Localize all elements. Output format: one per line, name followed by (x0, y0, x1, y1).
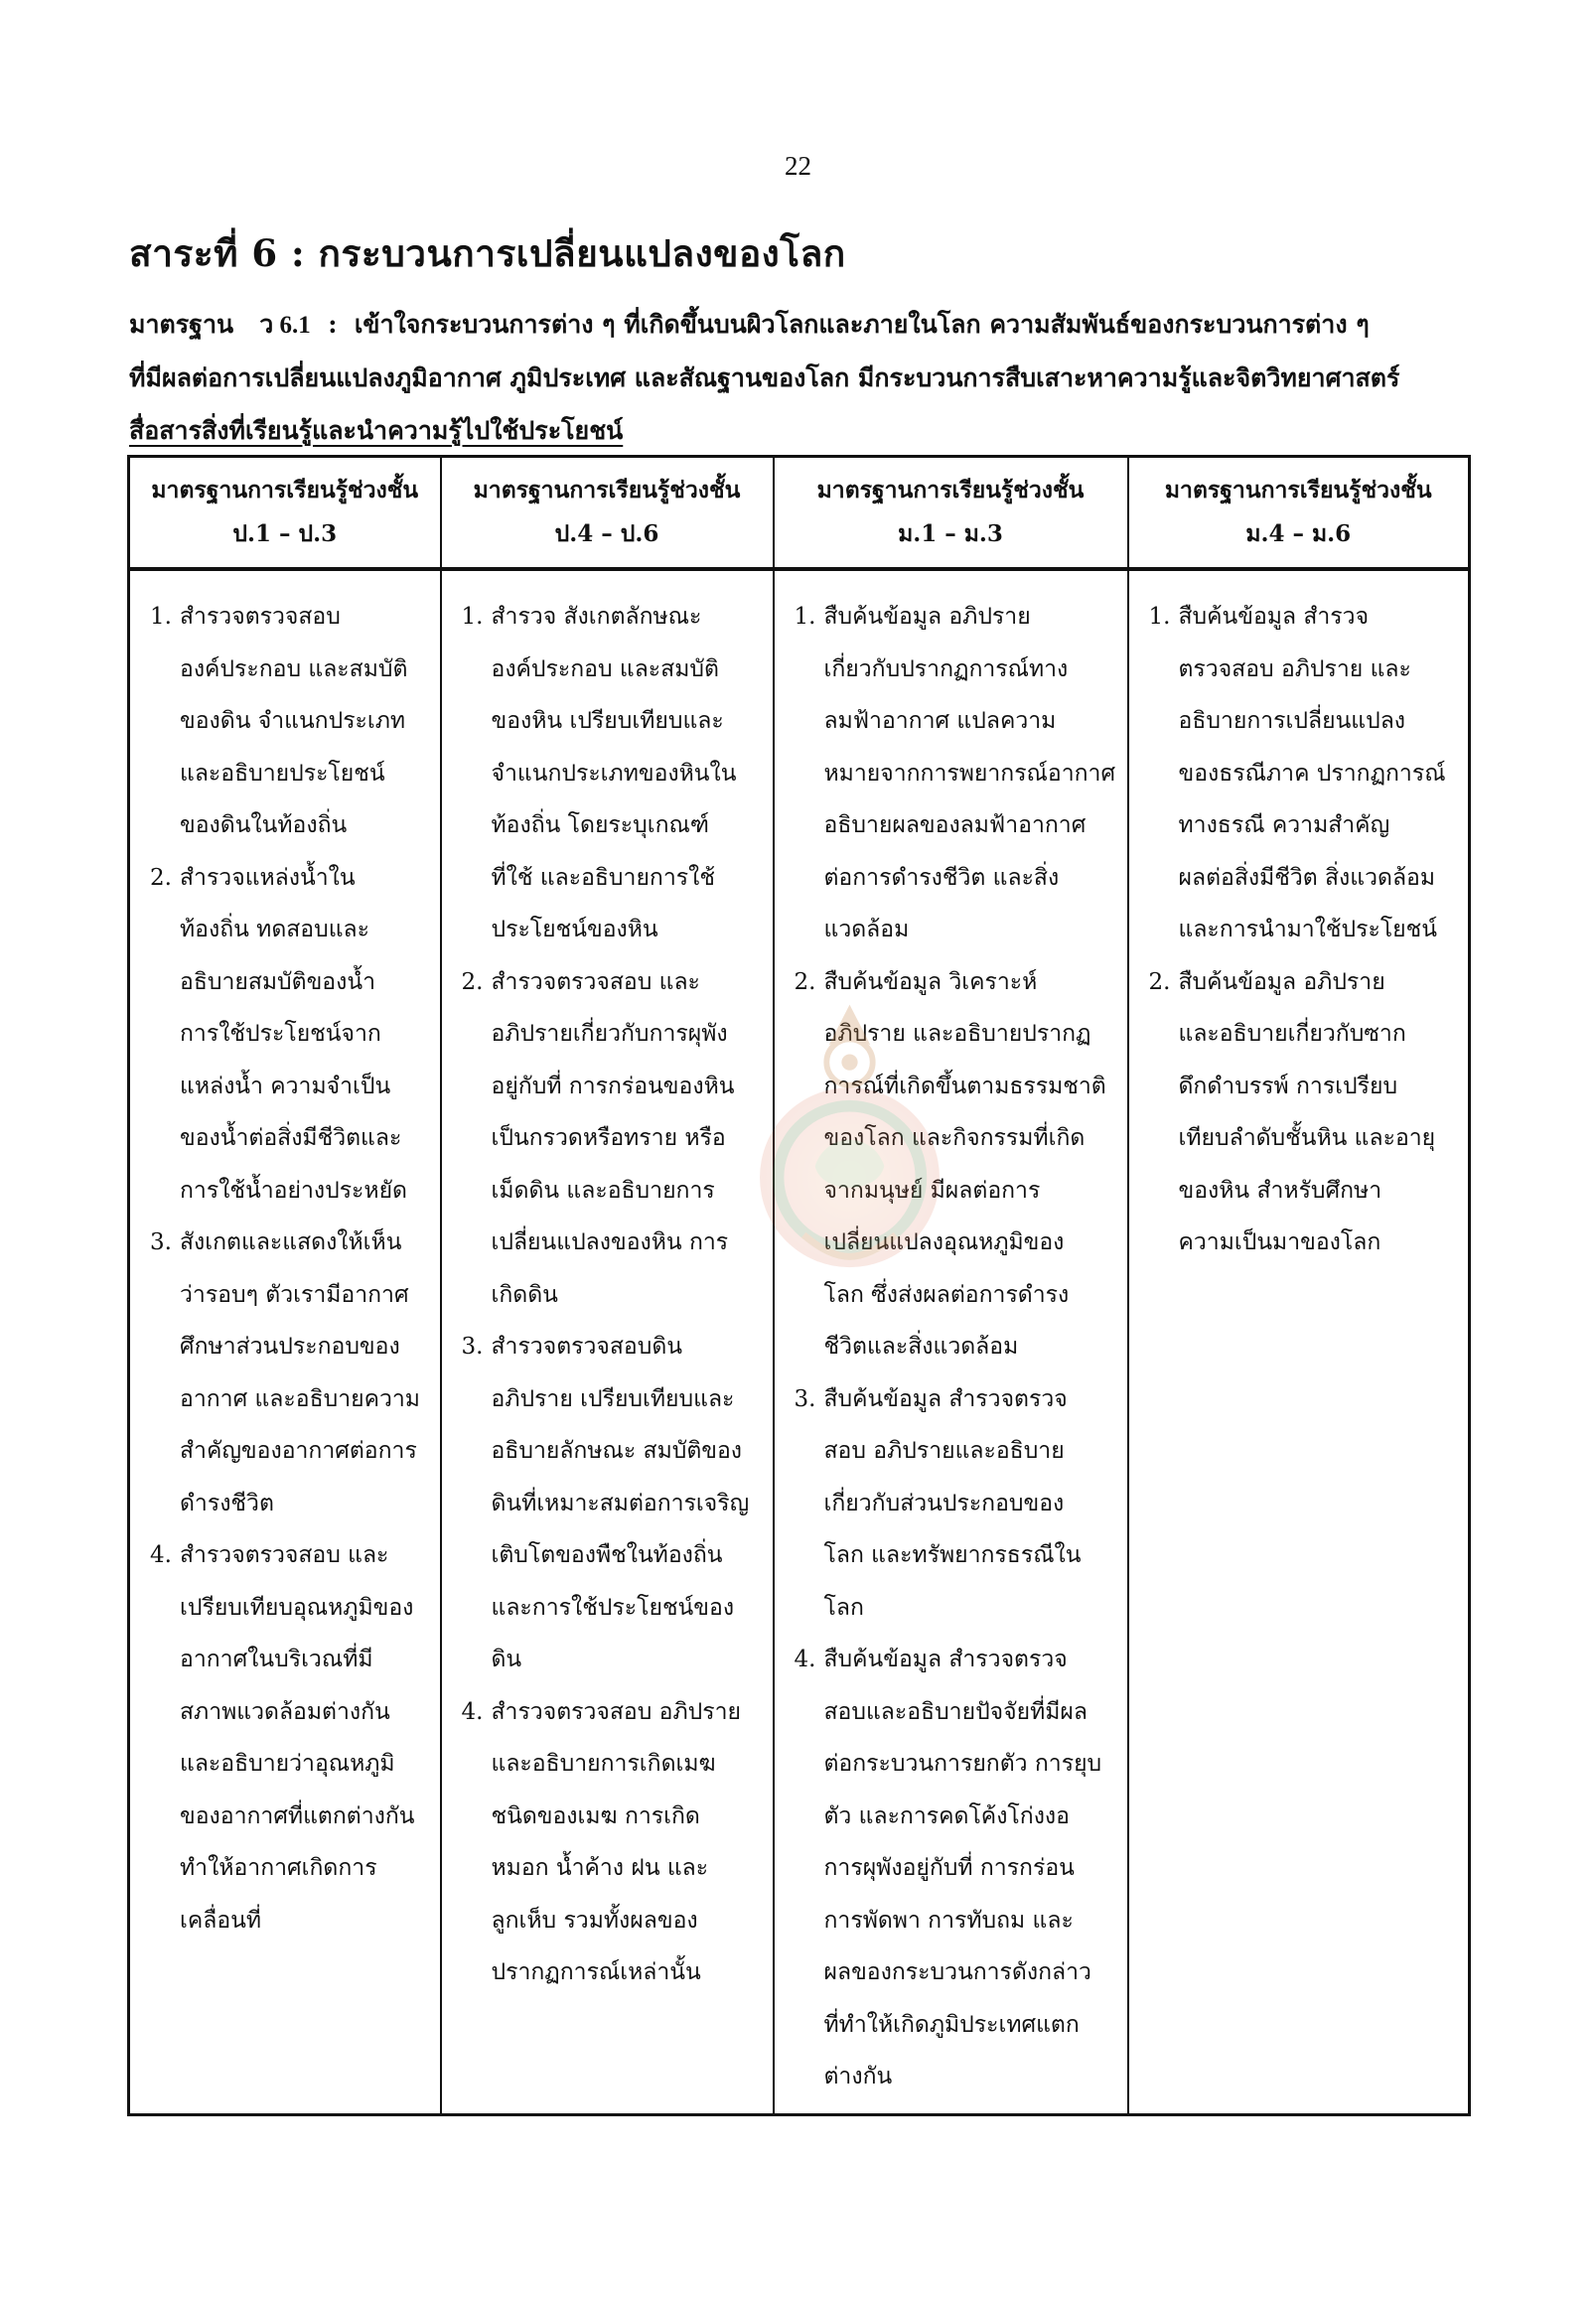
page-number: 22 (785, 151, 811, 181)
standard-line-2: ที่มีผลต่อการเปลี่ยนแปลงภูมิอากาศ ภูมิประเทศ และสัณฐานของโลก มีกระบวนการสืบเสาะหาความรู้และจิตวิทยาศาสตร์ (129, 363, 1400, 392)
page-title: สาระที่ 6 : กระบวนการเปลี่ยนแปลงของโลก (129, 231, 846, 275)
item-text-line: ของน้ำต่อสิ่งมีชีวิตและ (180, 1125, 402, 1151)
item-text-line: 1. สำรวจ สังเกตลักษณะ (462, 591, 763, 644)
item-text-line: ว่ารอบๆ ตัวเรามีอากาศ (180, 1281, 409, 1308)
item-text-line: ของอากาศที่แตกต่างกัน (180, 1802, 415, 1829)
item-text-line: การใช้ประโยชน์จาก (180, 1021, 381, 1047)
item-text-line: ของดินในท้องถิ่น (180, 812, 348, 838)
item-text-line: ความเป็นมาของโลก (1178, 1229, 1381, 1255)
list-item (462, 1321, 763, 1686)
table-header-row (129, 457, 1470, 570)
item-text-line: อากาศ และอธิบายความ (180, 1385, 420, 1412)
item-number: 3. (461, 1334, 484, 1360)
item-text-line: ต่างกัน (823, 2064, 893, 2089)
item-text-line: อภิปราย เปรียบเทียบและ (491, 1385, 735, 1412)
item-text-line: ศึกษาส่วนประกอบของ (180, 1334, 400, 1360)
item-text-line: ดินที่เหมาะสมต่อการเจริญ (491, 1490, 750, 1516)
item-text-line: อภิปรายเกี่ยวกับการผุพัง (491, 1021, 728, 1047)
item-text-line: 1. สืบค้นข้อมูล อภิปราย (795, 591, 1117, 644)
item-number: 3. (150, 1229, 172, 1255)
item-text-line: เกี่ยวกับปรากฏการณ์ทาง (823, 655, 1069, 682)
item-text-line: การใช้น้ำอย่างประหยัด (180, 1177, 407, 1204)
item-text-line: ของธรณีภาค ปรากฏการณ์ (1178, 760, 1446, 787)
item-text-line: ลมฟ้าอากาศ แปลความ (823, 708, 1057, 734)
learning-standards-table (127, 455, 1471, 2116)
item-text-line: ตัว และการคดโค้งโก่งงอ (823, 1802, 1070, 1829)
item-text-line: หมอก น้ำค้าง ฝน และ (491, 1855, 709, 1881)
item-text-line: ของดิน จำแนกประเภท (180, 708, 406, 734)
item-text-line: ต่อการดำรงชีวิต และสิ่ง (823, 864, 1060, 891)
item-text-line: และอธิบายเกี่ยวกับซาก (1178, 1021, 1406, 1047)
standard-code: ว 6.1 (259, 312, 311, 339)
item-text-line: ปรากฏการณ์เหล่านั้น (491, 1959, 701, 1985)
item-text-line: สำคัญของอากาศต่อการ (180, 1438, 417, 1464)
item-text-line: สอบและอธิบายปัจจัยที่มีผล (823, 1698, 1088, 1725)
item-text-line: การพัดพา การทับถม และ (823, 1907, 1074, 1934)
list-item (795, 1634, 1117, 2103)
item-text-line: 4. สืบค้นข้อมูล สำรวจตรวจ (795, 1634, 1117, 1686)
item-number: 2. (794, 968, 816, 995)
standard-line-3: สื่อสารสิ่งที่เรียนรู้และนำความรู้ไปใช้ประโยชน์ (129, 416, 624, 445)
item-text-line: ชนิดของเมฆ การเกิด (491, 1802, 700, 1829)
item-text-line: 2. สำรวจแหล่งน้ำใน (150, 852, 430, 905)
column-cell-m4-m6 (1128, 569, 1470, 2114)
item-text-line: อธิบายสมบัติของน้ำ (180, 968, 375, 995)
standard-text-1: เข้าใจกระบวนการต่าง ๆ ที่เกิดขึ้นบนผิวโลกและภายในโลก ความสัมพันธ์ของกระบวนการต่าง ๆ (354, 310, 1370, 339)
standard-colon: : (328, 310, 338, 339)
item-text-line: อธิบายผลของลมฟ้าอากาศ (823, 812, 1087, 838)
item-text-line: เป็นกรวดหรือทราย หรือ (491, 1125, 726, 1151)
item-text-line: ท้องถิ่น ทดสอบและ (180, 917, 369, 942)
list-item (150, 1217, 430, 1529)
item-text-line: 4. สำรวจตรวจสอบ และ (150, 1529, 430, 1582)
item-text-line: องค์ประกอบ และสมบัติ (180, 655, 408, 682)
item-text-line: 2. สำรวจตรวจสอบ และ (462, 956, 763, 1009)
item-text-line: ทางธรณี ความสำคัญ (1178, 812, 1390, 838)
standard-label: มาตรฐาน (129, 310, 234, 339)
item-text-line: เกิดดิน (491, 1281, 558, 1308)
list-item (462, 591, 763, 956)
item-text-line: 1. สำรวจตรวจสอบ (150, 591, 430, 644)
item-number: 3. (794, 1385, 816, 1412)
item-number: 1. (461, 604, 484, 630)
item-text-line: ดำรงชีวิต (180, 1490, 274, 1516)
item-text-line: ผลต่อสิ่งมีชีวิต สิ่งแวดล้อม (1178, 864, 1436, 891)
list-item (795, 591, 1117, 956)
item-text-line: และอธิบายประโยชน์ (180, 760, 385, 787)
item-text-line: และอธิบายการเกิดเมฆ (491, 1751, 716, 1777)
item-number: 2. (1148, 968, 1171, 995)
list-item (150, 591, 430, 852)
standard-statement (129, 298, 1420, 457)
item-text-line: และการนำมาใช้ประโยชน์ (1178, 917, 1437, 942)
item-text-line: สภาพแวดล้อมต่างกัน (180, 1698, 390, 1725)
item-text-line: ท้องถิ่น โดยระบุเกณฑ์ (491, 812, 709, 838)
item-text-line: แวดล้อม (823, 917, 910, 942)
list-item (795, 956, 1117, 1373)
list-item (150, 852, 430, 1218)
item-text-line: ที่ใช้ และอธิบายการใช้ (491, 864, 715, 891)
item-text-line: โลก และทรัพยากรธรณีใน (823, 1542, 1082, 1568)
item-text-line: ดิน (491, 1647, 522, 1672)
item-text-line: จำแนกประเภทของหินใน (491, 760, 737, 787)
item-text-line: การผุพังอยู่กับที่ การกร่อน (823, 1855, 1075, 1881)
item-text-line: ลูกเห็บ รวมทั้งผลของ (491, 1907, 698, 1934)
item-number: 4. (150, 1542, 172, 1568)
item-text-line: ของหิน สำหรับศึกษา (1178, 1177, 1382, 1204)
item-text-line: เปลี่ยนแปลงอุณหภูมิของ (823, 1229, 1065, 1255)
standard-line-1 (129, 298, 1420, 352)
item-text-line: เคลื่อนที่ (180, 1907, 262, 1934)
item-text-line: 2. สืบค้นข้อมูล อภิปราย (1149, 956, 1459, 1009)
column-header-p1-p3: มาตรฐานการเรียนรู้ช่วงชั้น ป.1 – ป.3 (129, 457, 441, 570)
item-text-line: อธิบายการเปลี่ยนแปลง (1178, 708, 1406, 734)
column-header-m1-m3: มาตรฐานการเรียนรู้ช่วงชั้น ม.1 – ม.3 (774, 457, 1128, 570)
item-text-line: 3. สืบค้นข้อมูล สำรวจตรวจ (795, 1373, 1117, 1426)
column-cell-m1-m3 (774, 569, 1128, 2114)
item-text-line: เปรียบเทียบอุณหภูมิของ (180, 1594, 414, 1621)
item-text-line: เทียบลำดับชั้นหิน และอายุ (1178, 1125, 1436, 1151)
item-text-line: และการใช้ประโยชน์ของ (491, 1594, 735, 1621)
item-text-line: อากาศในบริเวณที่มี (180, 1647, 373, 1672)
list-item (795, 1373, 1117, 1635)
item-text-line: โลก (823, 1594, 864, 1621)
item-text-line: 1. สืบค้นข้อมูล สำรวจ (1149, 591, 1459, 644)
item-text-line: จากมนุษย์ มีผลต่อการ (823, 1177, 1041, 1204)
item-number: 1. (1148, 604, 1171, 630)
item-text-line: เกี่ยวกับส่วนประกอบของ (823, 1490, 1065, 1516)
item-text-line: ของโลก และกิจกรรมที่เกิด (823, 1125, 1086, 1151)
column-header-p4-p6: มาตรฐานการเรียนรู้ช่วงชั้น ป.4 – ป.6 (441, 457, 774, 570)
item-text-line: เปลี่ยนแปลงของหิน การ (491, 1229, 729, 1255)
item-text-line: 4. สำรวจตรวจสอบ อภิปราย (462, 1686, 763, 1739)
item-text-line: แหล่งน้ำ ความจำเป็น (180, 1073, 391, 1099)
item-number: 2. (150, 864, 172, 891)
item-text-line: 3. สำรวจตรวจสอบดิน (462, 1321, 763, 1373)
item-text-line: ชีวิตและสิ่งแวดล้อม (823, 1334, 1019, 1360)
item-text-line: หมายจากการพยากรณ์อากาศ (823, 760, 1116, 787)
item-text-line: ประโยชน์ของหิน (491, 917, 658, 942)
item-text-line: ที่ทำให้เกิดภูมิประเทศแตก (823, 2011, 1080, 2038)
table-body-row (129, 569, 1470, 2114)
item-number: 1. (794, 604, 816, 630)
item-text-line: การณ์ที่เกิดขึ้นตามธรรมชาติ (823, 1073, 1106, 1099)
item-number: 4. (461, 1698, 484, 1725)
column-header-m4-m6: มาตรฐานการเรียนรู้ช่วงชั้น ม.4 – ม.6 (1128, 457, 1470, 570)
item-text-line: ทำให้อากาศเกิดการ (180, 1855, 377, 1881)
column-cell-p1-p3 (129, 569, 441, 2114)
column-cell-p4-p6 (441, 569, 774, 2114)
list-item (462, 956, 763, 1322)
item-text-line: และอธิบายว่าอุณหภูมิ (180, 1751, 395, 1777)
item-text-line: สอบ อภิปรายและอธิบาย (823, 1438, 1065, 1464)
item-text-line: เติบโตของพืชในท้องถิ่น (491, 1542, 723, 1568)
item-text-line: เม็ดดิน และอธิบายการ (491, 1177, 715, 1204)
item-text-line: ต่อกระบวนการยกตัว การยุบ (823, 1751, 1102, 1777)
item-text-line: องค์ประกอบ และสมบัติ (491, 655, 719, 682)
item-number: 1. (150, 604, 172, 630)
list-item (1149, 956, 1459, 1269)
item-text-line: 2. สืบค้นข้อมูล วิเคราะห์ (795, 956, 1117, 1009)
item-text-line: อยู่กับที่ การกร่อนของหิน (491, 1073, 735, 1099)
item-text-line: โลก ซึ่งส่งผลต่อการดำรง (823, 1281, 1070, 1308)
item-text-line: อภิปราย และอธิบายปรากฏ (823, 1021, 1091, 1047)
item-text-line: อธิบายลักษณะ สมบัติของ (491, 1438, 743, 1464)
item-text-line: 3. สังเกตและแสดงให้เห็น (150, 1217, 430, 1269)
item-text-line: ตรวจสอบ อภิปราย และ (1178, 655, 1411, 682)
list-item (462, 1686, 763, 1999)
item-number: 2. (461, 968, 484, 995)
item-text-line: ผลของกระบวนการดังกล่าว (823, 1959, 1091, 1985)
list-item (150, 1529, 430, 1946)
item-text-line: ดึกดำบรรพ์ การเปรียบ (1178, 1073, 1398, 1099)
item-number: 4. (794, 1647, 816, 1672)
item-text-line: ของหิน เปรียบเทียบและ (491, 708, 724, 734)
list-item (1149, 591, 1459, 956)
